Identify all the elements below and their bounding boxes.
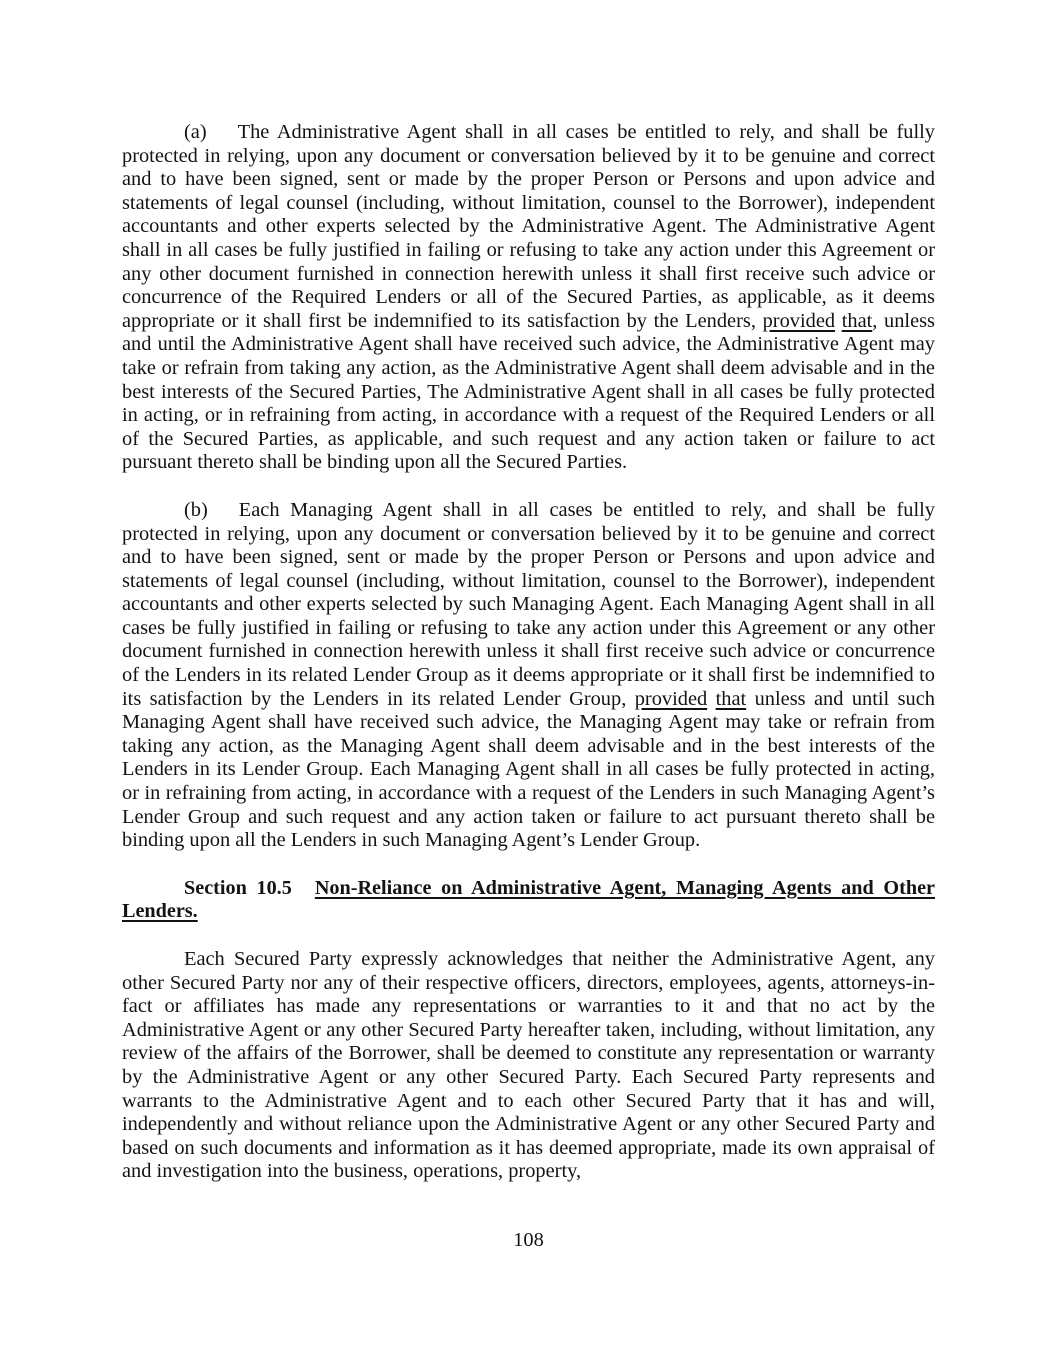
section-number: Section 10.5 — [184, 876, 292, 899]
paragraph-b — [122, 499, 935, 853]
paragraph-a-label: (a) — [184, 121, 207, 143]
underlined-provided: provided — [634, 687, 708, 710]
section-title: Non-Reliance on Administrative Agent, Managing Agents and Other Lenders. — [122, 876, 935, 923]
underlined-that: that — [841, 309, 873, 332]
section-10-5-heading — [122, 877, 935, 924]
paragraph-b-text-after: unless and until such Managing Agent shall have received such advice, the Managing Agent may take or refrain from taking any action, as the Managing Agent shall deem advisable and in the best interests of the Lenders in its Lender Group. Each Managing Agent shall in all cases be fully protected in acting, or in refraining from acting, in accordance with a request of the Lenders in such Managing Agent’s Lender Group and such request and any action taken or failure to act pursuant thereto shall be binding upon all the Lenders in such Managing Agent’s Lender Group. — [122, 687, 935, 852]
paragraph-b-text-before: Each Managing Agent shall in all cases be entitled to rely, and shall be fully protected in relying, upon any document or conversation believed by it to be genuine and correct and to have been signed, sent or made by the proper Person or Persons and upon advice and statements of legal counsel (including, without limitation, counsel to the Borrower), independent accountants and other experts selected by such Managing Agent. Each Managing Agent shall in all cases be fully justified in failing or refusing to take any action under this Agreement or any other document furnished in connection herewith unless it shall first receive such advice or concurrence of the Lenders in its related Lender Group as it deems appropriate or it shall first be indemnified to its satisfaction by the Lenders in its related Lender Group, — [122, 498, 935, 710]
page-content — [122, 121, 935, 1208]
underlined-provided: provided — [762, 309, 836, 332]
underlined-that: that — [715, 687, 747, 710]
paragraph-non-reliance: Each Secured Party expressly acknowledges that neither the Administrative Agent, any other Secured Party nor any of their respective officers, directors, employees, agents, attorneys-in-fact or affiliates has made any representations or warranties to it and that no act by the Administrative Agent or any other Secured Party hereafter taken, including, without limitation, any review of the affairs of the Borrower, shall be deemed to constitute any representation or warranty by the Administrative Agent or any other Secured Party. Each Secured Party represents and warrants to the Administrative Agent and to each other Secured Party that it has and will, independently and without reliance upon the Administrative Agent or any other Secured Party and based on such documents and information as it has deemed appropriate, made its own appraisal of and investigation into the business, operations, property, — [122, 948, 935, 1183]
paragraph-a-text-before: The Administrative Agent shall in all cases be entitled to rely, and shall be fully protected in relying, upon any document or conversation believed by it to be genuine and correct and to have been signed, sent or made by the proper Person or Persons and upon advice and statements of legal counsel (including, without limitation, counsel to the Borrower), independent accountants and other experts selected by the Administrative Agent. The Administrative Agent shall in all cases be fully justified in failing or refusing to take any action under this Agreement or any other document furnished in connection herewith unless it shall first receive such advice or concurrence of the Required Lenders or all of the Secured Parties, as applicable, as it deems appropriate or it shall first be indemnified to its satisfaction by the Lenders, — [122, 121, 935, 332]
page-number: 108 — [513, 1229, 544, 1251]
paragraph-a — [122, 121, 935, 475]
paragraph-b-label: (b) — [184, 498, 208, 521]
paragraph-a-text-after: , unless and until the Administrative Agent shall have received such advice, the Administrative Agent may take or refrain from taking any action, as the Administrative Agent shall deem advisable and in the best interests of the Secured Parties, The Administrative Agent shall in all cases be fully protected in acting, or in refraining from acting, in accordance with a request of the Required Lenders or all of the Secured Parties, as applicable, and such request and any action taken or failure to act pursuant thereto shall be binding upon all the Secured Parties. — [122, 309, 935, 474]
